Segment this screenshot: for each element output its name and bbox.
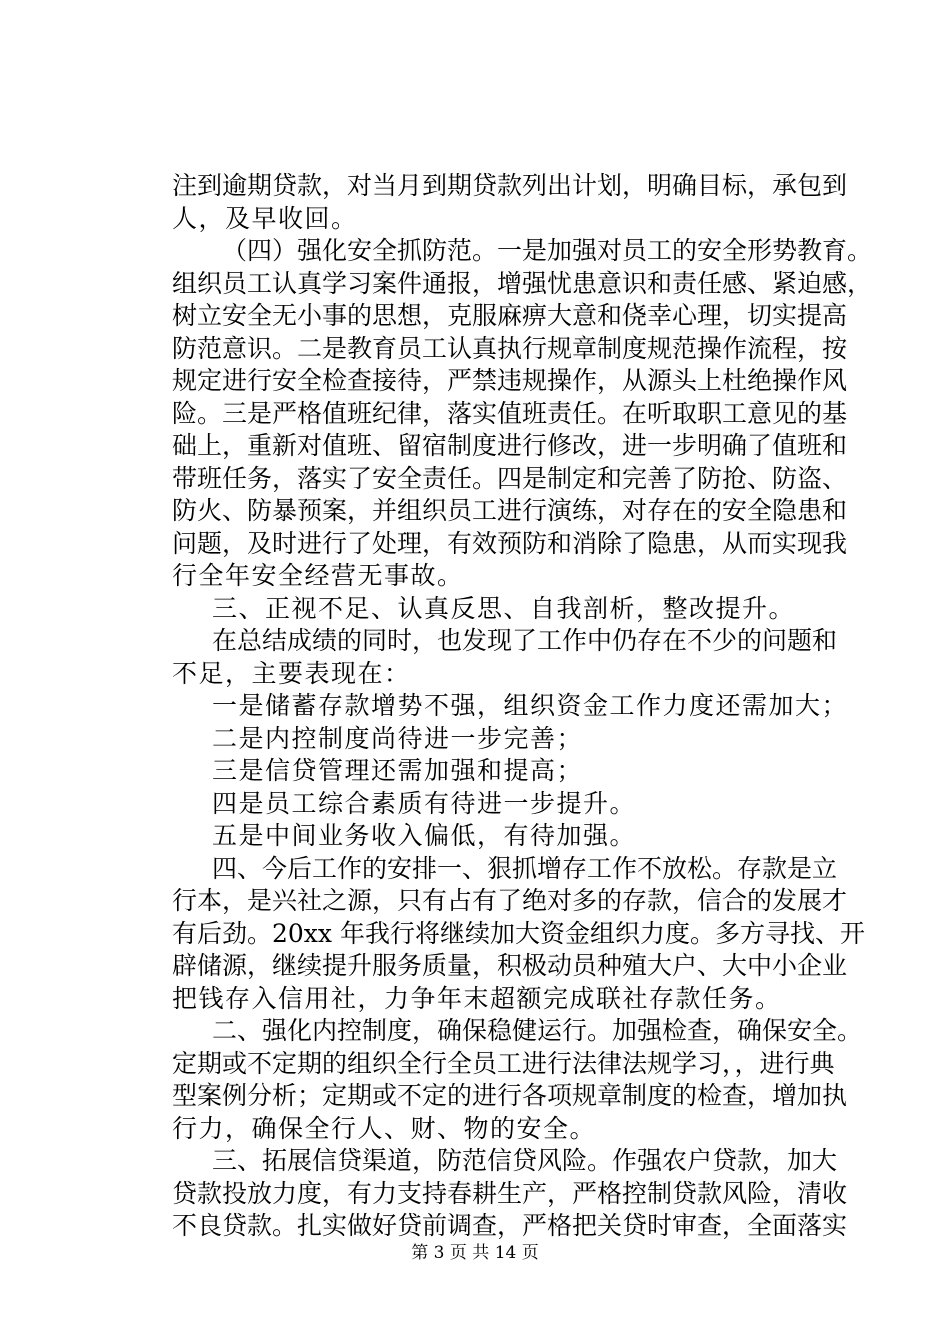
text-line: 不良贷款。扎实做好贷前调查，严格把关贷时审查，全面落实: [172, 1211, 848, 1240]
text-line: 树立安全无小事的思想，克服麻痹大意和侥幸心理，切实提高: [172, 301, 848, 330]
text-line: 五是中间业务收入偏低，有待加强。: [212, 821, 637, 850]
text-line: 行力，确保全行人、财、物的安全。: [172, 1113, 597, 1143]
document-body: [172, 170, 873, 1243]
text-line: 防范意识。二是教育员工认真执行规章制度规范操作流程，按: [172, 333, 848, 363]
text-line: 础上，重新对值班、留宿制度进行修改，进一步明确了值班和: [172, 431, 848, 460]
text-line: 辟储源，继续提升服务质量，积极动员种殖大户、大中小企业: [172, 951, 848, 980]
text-line: 注到逾期贷款，对当月到期贷款列出计划，明确目标，承包到: [172, 171, 848, 200]
text-line: 行本，是兴社之源，只有占有了绝对多的存款，信合的发展才: [172, 886, 848, 915]
text-line: 问题，及时进行了处理，有效预防和消除了隐患，从而实现我: [172, 528, 848, 558]
text-line: 规定进行安全检查接待，严禁违规操作，从源头上杜绝操作风: [172, 366, 848, 395]
text-line: （四）强化安全抓防范。一是加强对员工的安全形势教育。: [222, 236, 873, 265]
text-line: 把钱存入信用社，力争年末超额完成联社存款任务。: [172, 983, 782, 1013]
text-line: 贷款投放力度，有力支持春耕生产，严格控制贷款风险，清收: [172, 1178, 848, 1208]
text-line: 四是员工综合素质有待进一步提升。: [212, 788, 637, 818]
text-line: 人，及早收回。: [172, 203, 358, 233]
text-line: 定期或不定期的组织全行全员工进行法律法规学习，，进行典: [172, 1048, 835, 1078]
text-line: 三是信贷管理还需加强和提高；: [212, 756, 584, 785]
text-line: 带班任务，落实了安全责任。四是制定和完善了防抢、防盗、: [172, 463, 848, 493]
text-line: 防火、防暴预案，并组织员工进行演练，对存在的安全隐患和: [172, 496, 848, 525]
text-line: 在总结成绩的同时，也发现了工作中仍存在不少的问题和: [212, 626, 838, 655]
text-line: 不足，主要表现在：: [172, 658, 411, 688]
text-line: 一是储蓄存款增势不强，组织资金工作力度还需加大；: [212, 691, 849, 720]
text-line: 型案例分析；定期或不定的进行各项规章制度的检查，增加执: [172, 1081, 848, 1110]
text-line: 三、正视不足、认真反思、自我剖析，整改提升。: [212, 593, 796, 623]
text-line: 行全年安全经营无事故。: [172, 561, 464, 590]
text-line: 有后劲。20xx 年我行将继续加大资金组织力度。多方寻找、开: [172, 918, 865, 948]
text-line: 组织员工认真学习案件通报，增强忧患意识和责任感、紧迫感，: [172, 268, 873, 298]
page-footer: 第 3 页 共 14 页: [411, 1243, 539, 1263]
text-line: 三、拓展信贷渠道，防范信贷风险。作强农户贷款，加大: [212, 1146, 838, 1175]
text-line: 二、强化内控制度，确保稳健运行。加强检查，确保安全。: [212, 1016, 863, 1045]
text-line: 险。三是严格值班纪律，落实值班责任。在听取职工意见的基: [172, 398, 848, 428]
text-line: 四、今后工作的安排一、狠抓增存工作不放松。存款是立: [212, 853, 838, 883]
text-line: 二是内控制度尚待进一步完善；: [212, 723, 584, 753]
